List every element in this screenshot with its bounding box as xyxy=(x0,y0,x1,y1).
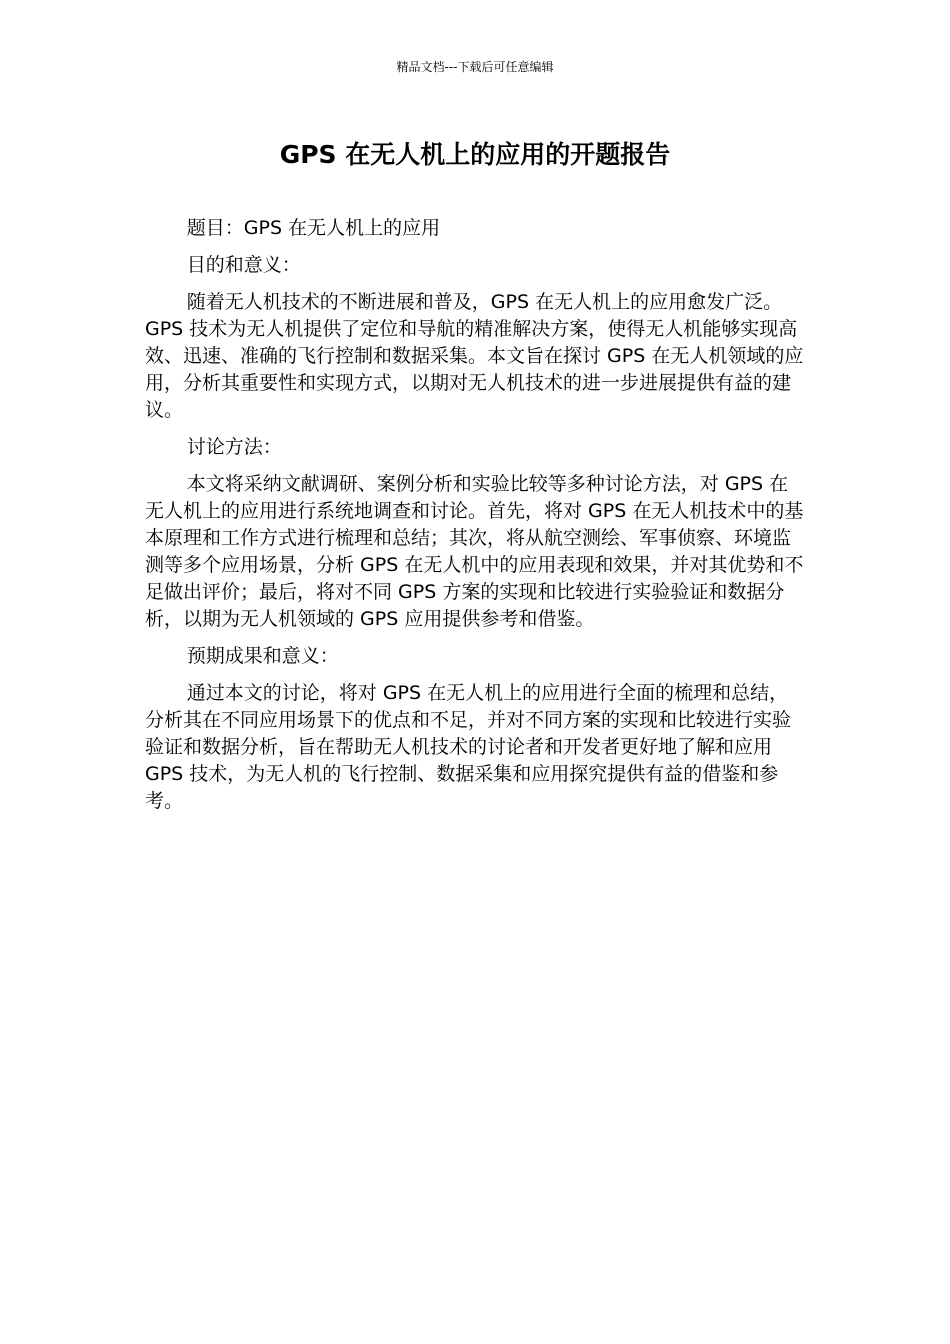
paragraph-purpose: 随着无人机技术的不断进展和普及，GPS 在无人机上的应用愈发广泛。GPS 技术为无人机提供了定位和导航的精准解决方案，使得无人机能够实现高效、迅速、准确的飞行控制和数据采集。本文旨在探讨 GPS 在无人机领域的应用，分析其重要性和实现方式，以期对无人机技术的进一步进展提供有益的建议。 xyxy=(145,291,804,421)
paragraph-method: 本文将采纳文献调研、案例分析和实验比较等多种讨论方法，对 GPS 在无人机上的应用进行系统地调查和讨论。首先，将对 GPS 在无人机技术中的基本原理和工作方式进行梳理和总结；其次，将从航空测绘、军事侦察、环境监测等多个应用场景，分析 GPS 在无人机中的应用表现和效果，并对其优势和不足做出评价；最后，将对不同 GPS 方案的实现和比较进行实验验证和数据分析，以期为无人机领域的 GPS 应用提供参考和借鉴。 xyxy=(145,473,804,630)
topic-line: 题目：GPS 在无人机上的应用 xyxy=(186,217,441,239)
section-heading-purpose: 目的和意义： xyxy=(186,254,301,276)
header-note: 精品文档---下载后可任意编辑 xyxy=(396,60,554,74)
section-heading-method: 讨论方法： xyxy=(186,436,282,458)
section-heading-outcome: 预期成果和意义： xyxy=(186,645,339,667)
paragraph-outcome: 通过本文的讨论，将对 GPS 在无人机上的应用进行全面的梳理和总结，分析其在不同应用场景下的优点和不足，并对不同方案的实现和比较进行实验验证和数据分析，旨在帮助无人机技术的讨论者和开发者更好地了解和应用 GPS 技术，为无人机的飞行控制、数据采集和应用探究提供有益的借鉴和参考。 xyxy=(145,682,792,812)
document-title: GPS 在无人机上的应用的开题报告 xyxy=(279,140,671,169)
document-body xyxy=(145,215,805,825)
